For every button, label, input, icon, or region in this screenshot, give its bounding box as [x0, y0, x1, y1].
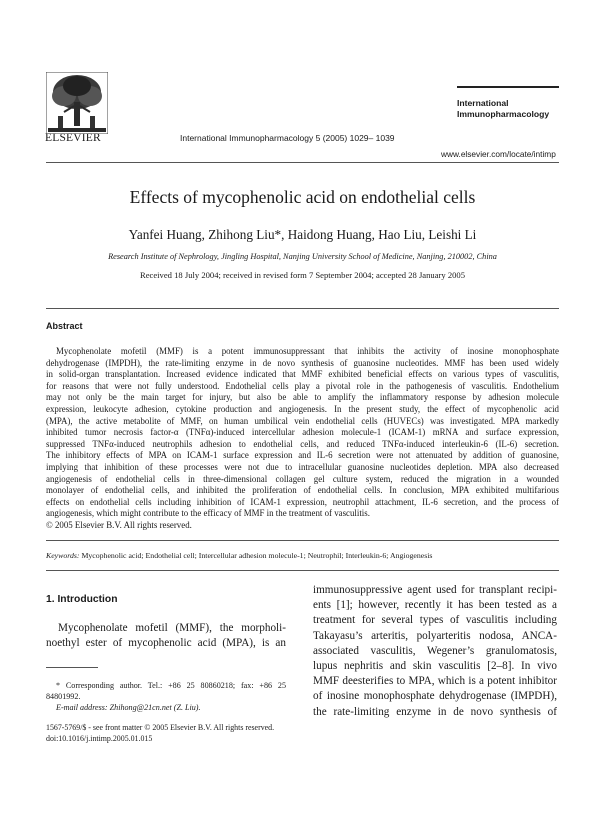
abstract-heading: Abstract [46, 321, 83, 331]
keywords-line [46, 551, 559, 560]
abstract-line: angiogenesis of endothelial cells in three-dimensional collagen gel culture system, reduced the migration in a wounded [46, 473, 559, 484]
footer-issn: 1567-5769/$ - see front matter © 2005 Elsevier B.V. All rights reserved. [46, 723, 275, 732]
footnote-email: E-mail address: Zhihong@21cn.net (Z. Liu). [56, 703, 201, 713]
intro-line: Mycophenolate mofetil (MMF), the morpholi- [58, 622, 286, 634]
publisher-name: ELSEVIER [45, 132, 101, 144]
journal-logo-bar [457, 86, 559, 88]
abstract-line: effects on endothelial cells including inhibition of ICAM-1 expression, neutrophil attachment, IL-6 secretion, and the process of [46, 496, 559, 507]
abstract-line: for reasons that were not fully understood. Endothelial cells play a pivotal role in the pathogenesis of vasculitis. Endothelium [46, 380, 559, 391]
article-title: Effects of mycophenolic acid on endothelial cells [129, 187, 476, 207]
abstract-line: The inhibitory effects of MPA on ICAM-1 surface expression and IL-6 secretion were not attenuated by addition of guanosine, [46, 450, 559, 461]
intro-line: treatment for several types of vasculitis including [313, 614, 557, 627]
article-dates: Received 18 July 2004; received in revised form 7 September 2004; accepted 28 January 2005 [139, 270, 466, 280]
abstract-divider [46, 540, 559, 541]
intro-line: MMF deesterifies to MPA, which is a potent inhibitor [313, 675, 557, 688]
journal-name-line1: International [457, 98, 509, 108]
abstract-line: inhibited tumor necrosis factor-α (TNFα)-induced intercellular adhesion molecule-1 (ICAM-1) mRNA and surface expression, [46, 427, 559, 438]
abstract-line: dehydrogenase (IMPDH), the rate-limiting enzyme in de novo synthesis of guanosine nucleotides. MMF has been used widely [46, 357, 559, 368]
journal-name [457, 98, 549, 120]
title-divider [46, 308, 559, 309]
intro-line: immunosuppressive agent used for transplant recipi- [313, 584, 557, 596]
intro-heading: 1. Introduction [46, 594, 118, 605]
elsevier-tree-icon [46, 72, 108, 134]
article-affiliation: Research Institute of Nephrology, Jingling Hospital, Nanjing University School of Medicine, Nanjing, 210002, China [108, 252, 497, 261]
header-divider [46, 162, 559, 163]
keywords-text: Mycophenolic acid; Endothelial cell; Intercellular adhesion molecule-1; Neutrophil; Interleukin-6; Angiogenesis [81, 551, 433, 560]
footnote-corresponding: * Corresponding author. Tel.: +86 25 80860218; fax: +86 25 84801992. [46, 681, 286, 702]
journal-citation: International Immunopharmacology 5 (2005) 1029– 1039 [180, 133, 395, 143]
intro-left-column [46, 621, 286, 651]
abstract-line: may not only be the main target for injury, but also be able to amplify the inflammatory response by adhesion molecule [46, 392, 559, 403]
abstract-body [46, 346, 559, 532]
article-authors: Yanfei Huang, Zhihong Liu*, Haidong Huang, Hao Liu, Leishi Li [128, 227, 477, 242]
intro-line: ents [1]; however, recently it has been tested as a [313, 599, 557, 612]
abstract-lines [46, 346, 559, 520]
intro-line: the rate-limiting enzyme in de novo synthesis of [313, 705, 557, 718]
footer [46, 722, 326, 744]
abstract-line: suppressed TNFα-induced neutrophils adhesion to endothelial cells, and reduced TNFα-induced interleukin-6 (IL-6) secretion. [46, 438, 559, 449]
journal-name-line2: Immunopharmacology [457, 109, 550, 119]
abstract-copyright: © 2005 Elsevier B.V. All rights reserved. [46, 519, 192, 530]
intro-line: Takayasu’s arteritis, polyarteritis nodosa, ANCA- [313, 629, 557, 642]
intro-line: noethyl ester of mycophenolic acid (MPA), is an [46, 637, 286, 650]
abstract-line: angiogenesis, which might contribute to the efficacy of MMF in the treatment of vasculitis. [46, 508, 370, 519]
intro-line: of inosine monophosphate dehydrogenase (IMPDH), [313, 690, 557, 703]
journal-url[interactable]: www.elsevier.com/locate/intimp [441, 149, 556, 159]
abstract-line: expression, leukocyte adhesion, cytokine production and angiogenesis. In the present study, the effect of mycophenolic acid [46, 403, 559, 414]
footer-doi[interactable]: doi:10.1016/j.intimp.2005.01.015 [46, 734, 153, 743]
abstract-line: in solid-organ transplantation. Increased evidence indicated that MMF exhibited beneficial effects on various types of vasculitis, [46, 369, 559, 380]
abstract-line: Mycophenolate mofetil (MMF) is a potent immunosuppressant that inhibits the activity of inosine monophosphate [56, 346, 559, 356]
intro-right-column [313, 583, 557, 720]
intro-line: lupus nephritis and skin vasculitis [2–8]. In vivo [313, 660, 557, 673]
intro-line: associated vasculitis, Wegener’s granulomatosis, [313, 644, 557, 657]
footnote-rule [46, 667, 98, 668]
abstract-line: (MPA), the active metabolite of MMF, on human umbilical vein endothelial cells (HUVECs) was investigated. MPA markedly [46, 415, 559, 426]
abstract-line: monolayer of endothelial cells, and inhibited the proliferation of endothelial cells. In conclusion, MPA exhibited multifarious [46, 485, 559, 496]
keywords-divider [46, 570, 559, 571]
footnote [46, 680, 286, 714]
keywords-label: Keywords: [46, 551, 80, 560]
abstract-line: implying that inhibition of these processes were not due to intracellular guanosine nucleotides depletion. MPA also decreased [46, 461, 559, 472]
elsevier-logo [46, 72, 108, 142]
